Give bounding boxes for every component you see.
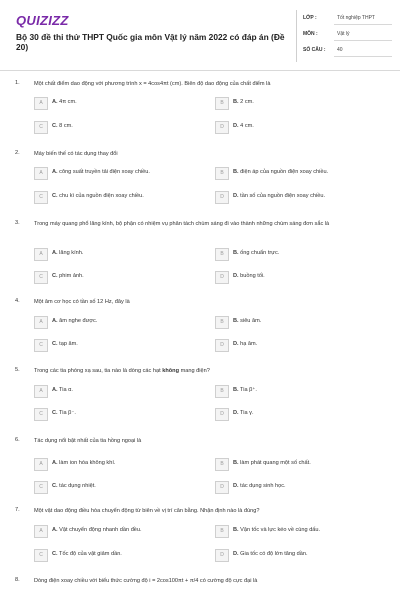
option-c[interactable] (34, 339, 204, 351)
meta-underline (334, 24, 392, 25)
option-d[interactable] (215, 339, 385, 351)
question-number: 7. (15, 507, 20, 513)
option-c[interactable] (34, 191, 204, 203)
option-d[interactable] (215, 121, 385, 133)
question-number: 2. (15, 150, 20, 156)
option-d[interactable] (215, 549, 385, 561)
option-b[interactable] (215, 458, 385, 470)
option-letter-box: D (215, 191, 229, 204)
option-text: 8 cm. (59, 123, 73, 129)
worksheet-header (0, 0, 400, 68)
option-letter-box: C (34, 191, 48, 204)
option-c[interactable] (34, 408, 204, 420)
option-label: B. (233, 99, 239, 105)
option-text: Tia β⁺. (240, 387, 257, 393)
question-number: 5. (15, 367, 20, 373)
option-text: âm nghe được. (59, 318, 98, 324)
option-label: A. (52, 169, 58, 175)
option-text: ống chuẩn trực. (240, 250, 280, 256)
option-c[interactable] (34, 549, 204, 561)
option-text: công suất truyền tải điện xoay chiều. (59, 169, 150, 175)
option-d[interactable] (215, 408, 385, 420)
option-text: lăng kính. (59, 250, 84, 256)
question-text: Dòng điện xoay chiều với biểu thức cường độ i = 2cos100πt + π/4 có cường độ cực đại là (34, 578, 258, 584)
option-letter-box: A (34, 248, 48, 261)
option-label: A. (52, 250, 58, 256)
question-text: Một vật dao động điều hòa chuyển động từ biên về vị trí cân bằng. Nhận định nào là đúng? (34, 508, 260, 514)
option-text: tạp âm. (59, 341, 78, 347)
option-text: siêu âm. (240, 318, 262, 324)
option-text: Tia γ. (240, 410, 254, 416)
option-a[interactable] (34, 97, 204, 109)
option-label: B. (233, 387, 239, 393)
option-a[interactable] (34, 385, 204, 397)
option-label: A. (52, 318, 58, 324)
option-label: D. (233, 410, 239, 416)
question-text: Một âm cơ học có tần số 12 Hz, đây là (34, 299, 130, 305)
option-text: tác dụng sinh học. (240, 483, 286, 489)
option-a[interactable] (34, 458, 204, 470)
option-label: C. (52, 123, 58, 129)
option-text: Vận tốc và lực kéo về cùng dấu. (240, 527, 321, 533)
option-b[interactable] (215, 385, 385, 397)
emphasis-not: không (162, 368, 180, 374)
option-letter-box: B (215, 458, 229, 471)
option-text: làm phát quang một số chất. (240, 460, 311, 466)
question-number: 4. (15, 298, 20, 304)
meta-label-class: LỚP : (303, 15, 317, 21)
option-letter-box: B (215, 167, 229, 180)
option-letter-box: A (34, 458, 48, 471)
option-letter-box: B (215, 385, 229, 398)
option-letter-box: D (215, 339, 229, 352)
header-divider (0, 70, 400, 71)
option-b[interactable] (215, 167, 385, 179)
meta-value-count: 40 (337, 47, 343, 53)
option-label: A. (52, 387, 58, 393)
option-label: B. (233, 527, 239, 533)
option-a[interactable] (34, 167, 204, 179)
option-letter-box: D (215, 408, 229, 421)
meta-underline (334, 56, 392, 57)
option-text: Gia tốc có độ lớn tăng dần. (240, 551, 308, 557)
option-text: Tốc độ của vật giảm dần. (59, 551, 122, 557)
option-label: B. (233, 250, 239, 256)
option-label: D. (233, 193, 239, 199)
option-c[interactable] (34, 121, 204, 133)
option-text: tác dụng nhiệt. (59, 483, 96, 489)
option-c[interactable] (34, 271, 204, 283)
option-text: 2 cm. (240, 99, 254, 105)
option-letter-box: A (34, 525, 48, 538)
option-letter-box: C (34, 549, 48, 562)
option-letter-box: D (215, 481, 229, 494)
option-label: A. (52, 527, 58, 533)
option-letter-box: D (215, 271, 229, 284)
option-text: tần số của nguồn điện xoay chiều. (240, 193, 326, 199)
option-label: D. (233, 123, 239, 129)
option-letter-box: A (34, 167, 48, 180)
option-label: C. (52, 341, 58, 347)
option-letter-box: D (215, 121, 229, 134)
option-letter-box: B (215, 97, 229, 110)
option-a[interactable] (34, 248, 204, 260)
option-text: 4π cm. (59, 99, 77, 105)
option-letter-box: C (34, 121, 48, 134)
option-letter-box: A (34, 97, 48, 110)
option-a[interactable] (34, 316, 204, 328)
question-number: 1. (15, 80, 20, 86)
question-text: Trong máy quang phổ lăng kính, bộ phận có nhiệm vụ phân tách chùm sáng đi vào thành những chùm sáng đơn sắc là (34, 221, 330, 227)
option-label: D. (233, 273, 239, 279)
meta-value-class: Tốt nghiệp THPT (337, 15, 375, 21)
option-letter-box: C (34, 271, 48, 284)
question-number: 3. (15, 220, 20, 226)
option-letter-box: C (34, 481, 48, 494)
option-a[interactable] (34, 525, 204, 537)
option-text: Vật chuyển động nhanh dần đều. (59, 527, 142, 533)
question-text: Máy biến thế có tác dụng thay đổi (34, 151, 118, 157)
option-text: Tia α. (59, 387, 73, 393)
document-title: Bộ 30 đề thi thử THPT Quốc gia môn Vật lý năm 2022 có đáp án (Đề 20) (16, 32, 285, 52)
option-d[interactable] (215, 191, 385, 203)
option-d[interactable] (215, 271, 385, 283)
option-text: hạ âm. (240, 341, 258, 347)
meta-label-subject: MÔN : (303, 31, 318, 37)
option-text: điện áp của nguồn điện xoay chiều. (240, 169, 329, 175)
option-label: A. (52, 99, 58, 105)
question-text: Tác dụng nổi bật nhất của tia hồng ngoại là (34, 438, 142, 444)
meta-label-count: SỐ CÂU : (303, 47, 326, 53)
option-b[interactable] (215, 525, 385, 537)
option-letter-box: D (215, 549, 229, 562)
option-letter-box: B (215, 248, 229, 261)
meta-divider (296, 10, 297, 62)
option-label: B. (233, 318, 239, 324)
option-b[interactable] (215, 316, 385, 328)
option-letter-box: A (34, 316, 48, 329)
option-text: làm ion hóa không khí. (59, 460, 116, 466)
question-number: 8. (15, 577, 20, 583)
option-label: A. (52, 460, 58, 466)
option-text: phim ảnh. (59, 273, 84, 279)
option-text: 4 cm. (240, 123, 254, 129)
option-label: D. (233, 341, 239, 347)
question-text: Trong các tia phóng xạ sau, tia nào là dòng các hạt không mang điện? (34, 368, 210, 374)
option-label: C. (52, 551, 58, 557)
option-letter-box: C (34, 339, 48, 352)
option-letter-box: C (34, 408, 48, 421)
option-b[interactable] (215, 248, 385, 260)
option-d[interactable] (215, 481, 385, 493)
option-letter-box: A (34, 385, 48, 398)
option-text: Tia β⁻. (59, 410, 76, 416)
option-letter-box: B (215, 525, 229, 538)
option-letter-box: B (215, 316, 229, 329)
option-label: D. (233, 483, 239, 489)
question-number: 6. (15, 437, 20, 443)
question-text: Một chất điểm dao động với phương trình x = 4cos4πt (cm). Biên độ dao động của chất điểm là (34, 81, 271, 87)
option-text: chu kì của nguồn điện xoay chiều. (59, 193, 144, 199)
option-b[interactable] (215, 97, 385, 109)
quizizz-logo: QUIZIZZ (16, 13, 69, 28)
option-label: C. (52, 483, 58, 489)
option-label: C. (52, 410, 58, 416)
option-label: B. (233, 169, 239, 175)
option-label: D. (233, 551, 239, 557)
option-label: C. (52, 193, 58, 199)
option-text: buồng tối. (240, 273, 265, 279)
option-c[interactable] (34, 481, 204, 493)
meta-value-subject: Vật lý (337, 31, 350, 37)
option-label: B. (233, 460, 239, 466)
meta-underline (334, 40, 392, 41)
option-label: C. (52, 273, 58, 279)
